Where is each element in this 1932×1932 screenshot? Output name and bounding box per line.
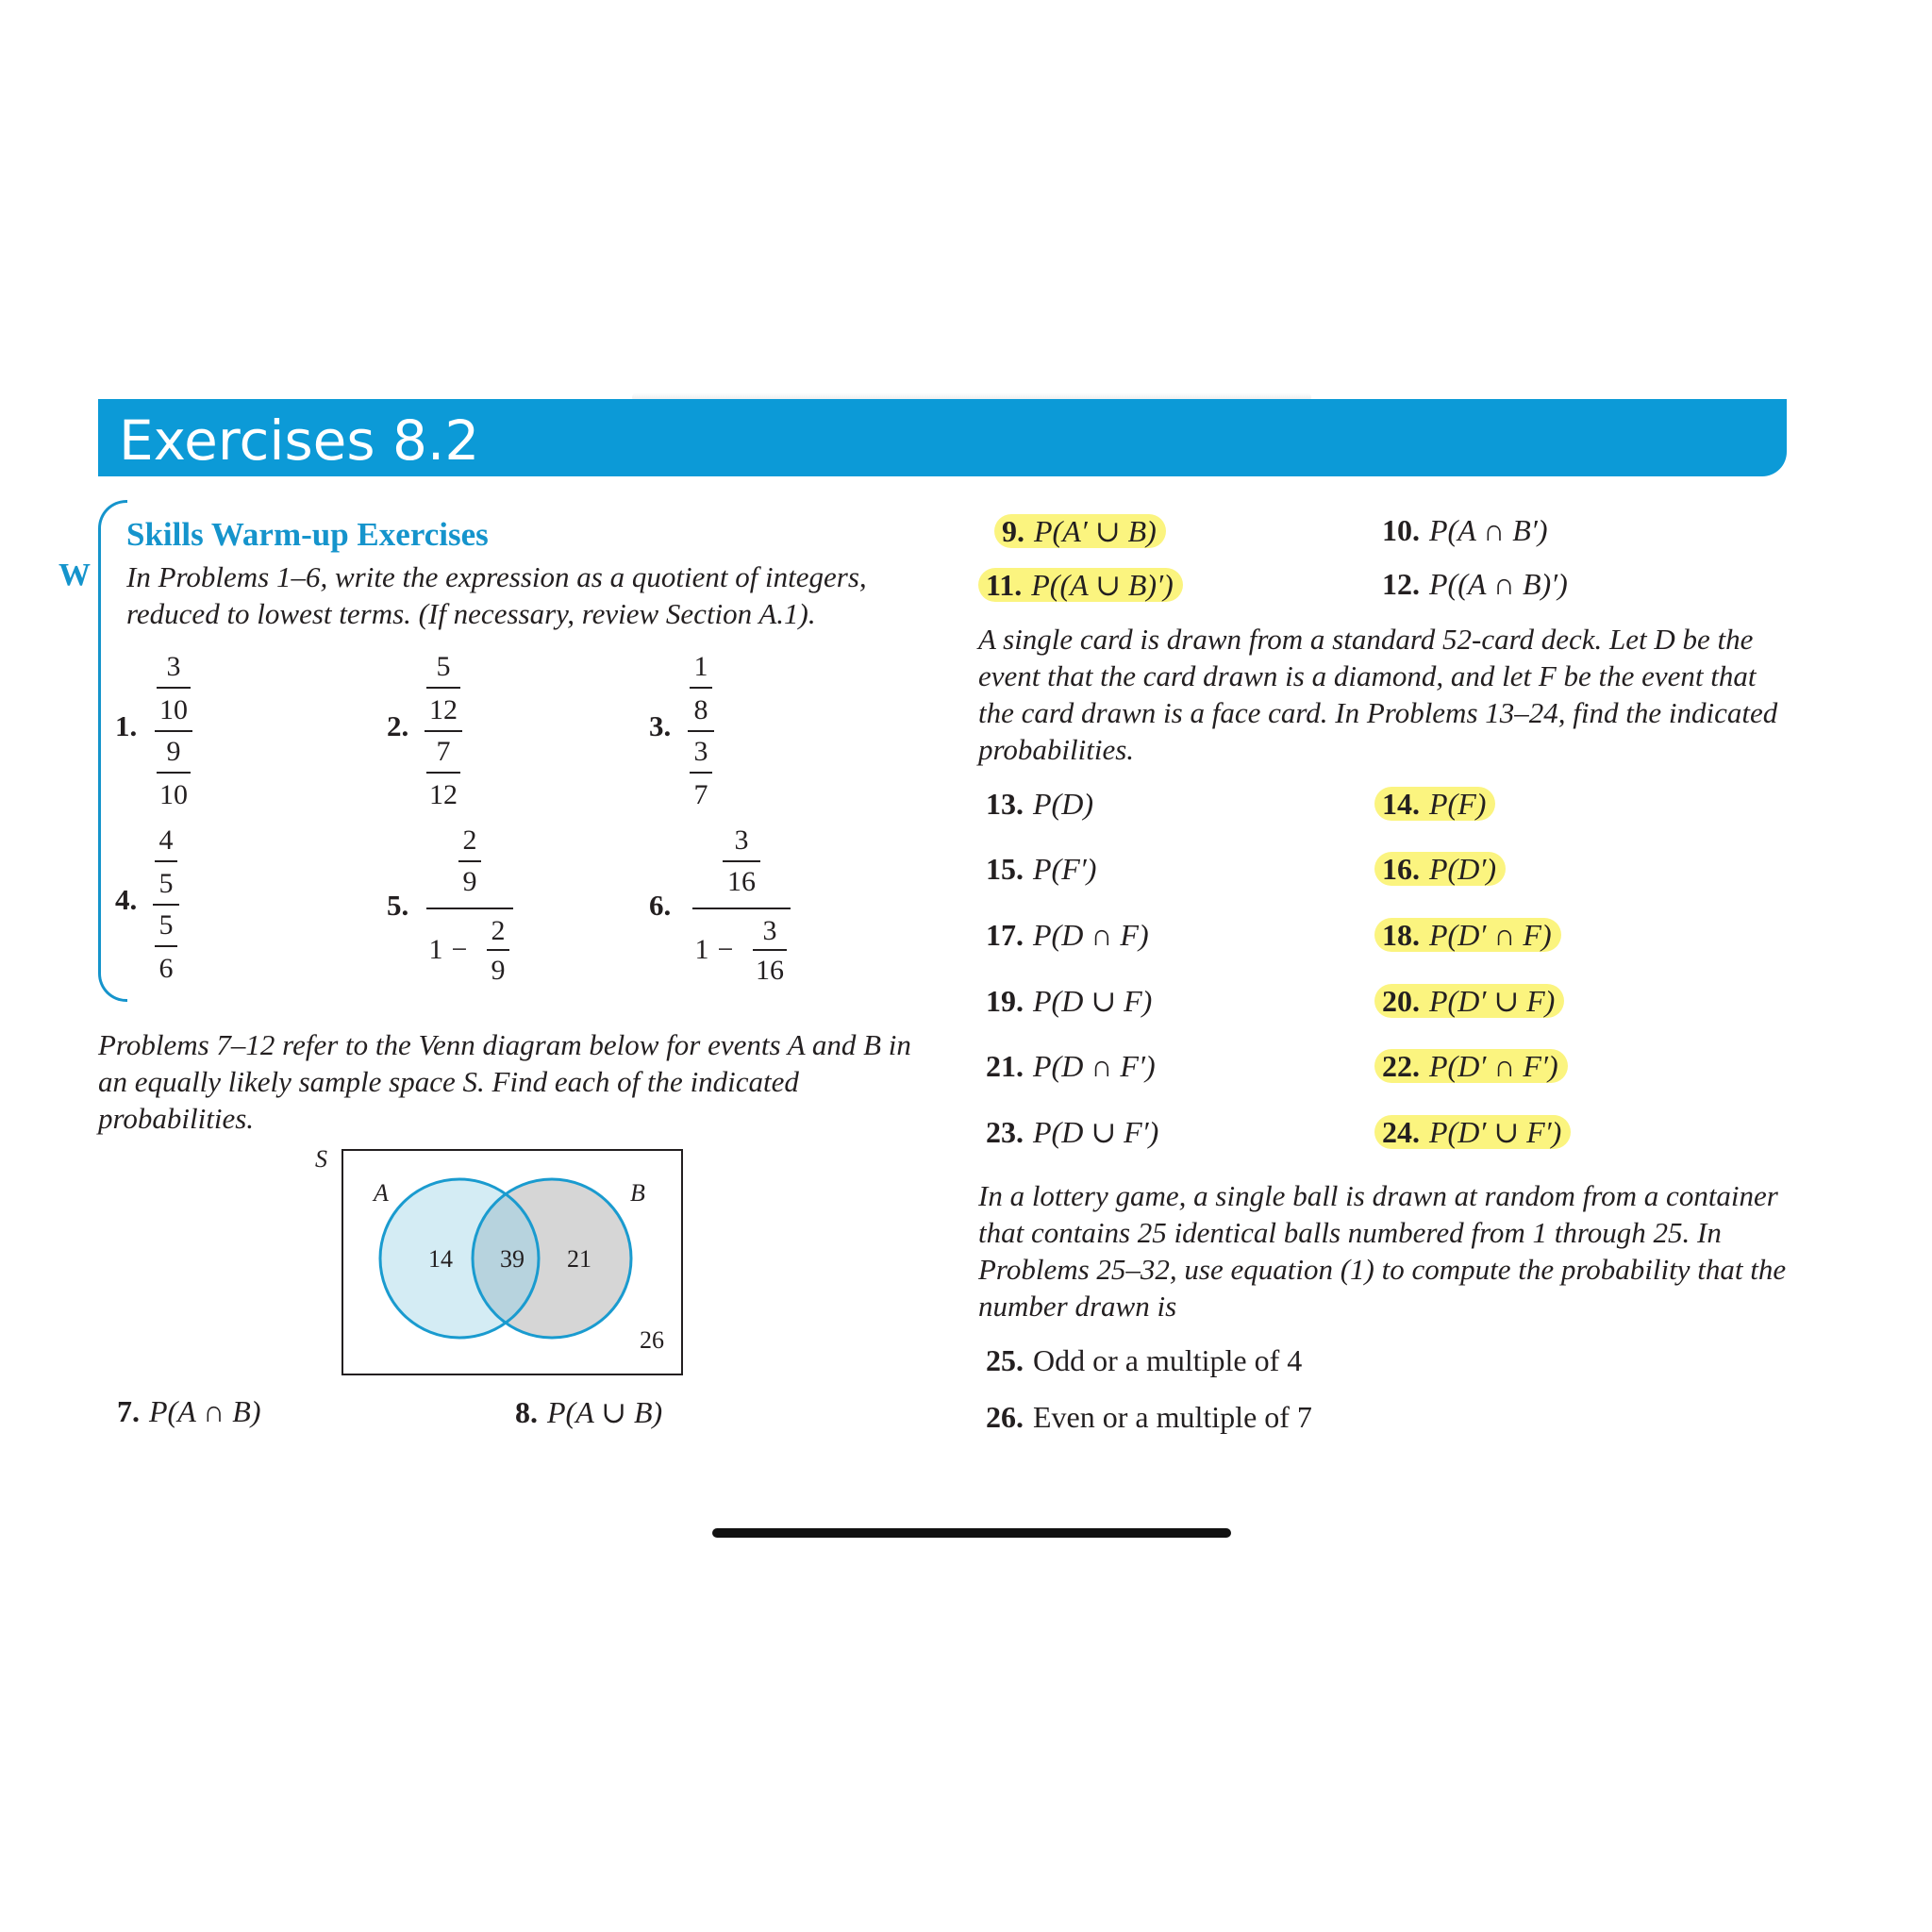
problem-expression: P(D ∪ F′) [1033,1115,1159,1149]
highlight [1374,852,1506,886]
problem-26 [986,1400,1312,1435]
fraction-bar [157,687,191,689]
problem-9 [1002,513,1166,549]
problem-expression: P(F′) [1033,852,1097,886]
fraction-top-numerator: 5 [436,651,451,682]
minus-sign: − [717,934,734,965]
highlight [1374,918,1561,952]
fraction-bar [690,772,712,774]
problem-number: 23. [986,1115,1024,1149]
problem-number: 22. [1382,1049,1420,1083]
fraction-bottom-denominator: 7 [693,779,708,810]
highlight [1374,984,1564,1018]
problem-number: 14. [1382,787,1420,821]
problem-number: 11. [986,568,1023,602]
fraction-bottom-numerator: 3 [762,915,777,946]
problem-number: 18. [1382,918,1420,952]
fraction-top-denominator: 12 [429,694,458,725]
problem-8 [515,1394,662,1430]
fraction-bottom-numerator: 7 [436,736,451,767]
sample-space-label: S [315,1145,327,1173]
fraction-bottom-numerator: 9 [166,736,181,767]
lottery-instructions: In a lottery game, a single ball is drawn at random from a container that contains 25 identical balls numbered from 1 through 25. In Problems 25–32, use equation (1) to compute the probability that the number drawn is [978,1179,1787,1323]
problem-expression: P((A ∩ B)′) [1429,567,1568,601]
problem-25 [986,1343,1302,1378]
problem-number: 5. [387,889,409,922]
problem-19 [986,983,1152,1019]
home-indicator[interactable] [712,1528,1231,1538]
problem-17 [986,918,1149,953]
fraction-bottom-denominator: 10 [159,779,188,810]
fraction-top-denominator: 10 [159,694,188,725]
fraction-top-denominator: 9 [462,866,477,897]
problem-13 [986,787,1093,822]
problem-10 [1382,513,1547,548]
main-fraction-bar [692,908,791,909]
main-fraction-bar [425,730,462,732]
problem-expression: P(D′ ∪ F) [1429,984,1556,1018]
fraction-top-denominator: 16 [727,866,756,897]
fraction-bottom-denominator: 16 [756,955,784,986]
highlight [1374,1115,1571,1149]
fraction-bottom-numerator: 3 [693,736,708,767]
problem-expression: P(A ∪ B) [547,1395,663,1429]
fraction-top-denominator: 8 [693,694,708,725]
problem-number: 3. [649,709,672,742]
fraction-bar [426,687,460,689]
fraction-bottom-numerator: 2 [491,915,506,946]
problem-24 [1382,1114,1571,1150]
problem-number: 19. [986,984,1024,1018]
fraction-bottom-denominator: 9 [491,955,506,986]
fraction-top-numerator: 1 [693,651,708,682]
problem-number: 25. [986,1343,1024,1377]
problem-number: 6. [649,889,672,922]
problem-number: 16. [1382,852,1420,886]
fraction-bar [753,949,787,951]
fraction-top-numerator: 4 [158,824,174,856]
fraction-bar [155,945,177,947]
problem-number: 26. [986,1400,1024,1434]
problem-expression: P(D′ ∩ F′) [1429,1049,1558,1083]
problem-number: 12. [1382,567,1420,601]
problem-number: 8. [515,1395,538,1429]
main-fraction-bar [688,730,714,732]
problem-number: 9. [1002,514,1024,548]
problem-expression: P(A ∩ B) [149,1394,261,1428]
problem-number: 24. [1382,1115,1420,1149]
problem-number: 20. [1382,984,1420,1018]
problem-number: 10. [1382,513,1420,547]
problem-expression: P(A′ ∪ B) [1034,514,1157,548]
set-a-label: A [374,1179,389,1207]
problem-expression: P(F) [1429,787,1487,821]
section-title: Exercises 8.2 [119,408,480,473]
problem-18 [1382,918,1561,953]
main-fraction-bar [426,908,513,909]
warmup-instructions: In Problems 1–6, write the expression as a quotient of integers, reduced to lowest terms. (If necessary, review Section A.1). [126,560,867,630]
minus-sign: − [451,934,468,965]
fraction-top-numerator: 3 [166,651,181,682]
fraction-bar [690,687,712,689]
problem-number: 4. [115,883,138,916]
highlight [978,568,1183,602]
warmup-bracket [98,500,127,1002]
problem-20 [1382,983,1564,1019]
fraction-top-numerator: 3 [734,824,749,856]
problem-expression: P(D′ ∩ F) [1429,918,1552,952]
fraction-bar [426,772,460,774]
problem-23 [986,1114,1158,1150]
fraction-bar [723,860,760,862]
problem-12 [1382,567,1568,602]
only-a-count: 14 [428,1245,453,1273]
problem-15 [986,852,1096,887]
problem-number: 1. [115,709,138,742]
venn-instructions: Problems 7–12 refer to the Venn diagram below for events A and B in an equally likely sample space S. Find each of the indicated probabilities. [98,1028,911,1135]
fraction-top-denominator: 5 [158,868,174,899]
problem-14 [1382,787,1495,822]
problem-expression: P(D) [1033,787,1093,821]
problem-7 [117,1394,260,1429]
problem-text: Even or a multiple of 7 [1033,1400,1312,1434]
main-fraction-bar [155,730,192,732]
outside-count: 26 [640,1326,664,1354]
problem-number: 2. [387,709,409,742]
fraction-bar [157,772,191,774]
problem-number: 17. [986,918,1024,952]
problem-expression: P((A ∪ B)′) [1031,568,1174,602]
problem-21 [986,1049,1156,1084]
fraction-one: 1 [428,934,443,965]
problem-expression: P(D′ ∪ F′) [1429,1115,1562,1149]
fraction-bar [155,860,177,862]
problem-expression: P(D ∩ F′) [1033,1049,1156,1083]
problem-11 [986,567,1183,603]
warmup-title: Skills Warm-up Exercises [126,516,489,553]
problem-number: 13. [986,787,1024,821]
fraction-bar [458,860,481,862]
fraction-one: 1 [694,934,709,965]
problem-expression: P(D ∪ F) [1033,984,1153,1018]
card-instructions: A single card is drawn from a standard 52-card deck. Let D be the event that the card drawn is a diamond, and let F be the event that the card drawn is a face card. In Problems 13–24, find the indicated probabilities. [978,623,1778,766]
fraction-bottom-denominator: 6 [158,953,174,984]
fraction-bottom-denominator: 12 [429,779,458,810]
problem-expression: P(A ∩ B′) [1429,513,1548,547]
main-fraction-bar [153,904,179,906]
intersection-count: 39 [500,1245,525,1273]
highlight [1374,787,1495,821]
only-b-count: 21 [567,1245,591,1273]
problem-22 [1382,1049,1568,1084]
problem-number: 21. [986,1049,1024,1083]
highlight [994,514,1166,548]
fraction-bottom-numerator: 5 [158,909,174,941]
problem-16 [1382,852,1506,887]
problem-expression: P(D ∩ F) [1033,918,1149,952]
fraction-top-numerator: 2 [462,824,477,856]
problem-number: 15. [986,852,1024,886]
fraction-bar [487,949,509,951]
highlight [1374,1049,1568,1083]
problem-number: 7. [117,1394,140,1428]
problem-expression: P(D′) [1429,852,1496,886]
warmup-marker: W [58,558,91,592]
problem-text: Odd or a multiple of 4 [1033,1343,1303,1377]
set-b-label: B [630,1179,645,1207]
